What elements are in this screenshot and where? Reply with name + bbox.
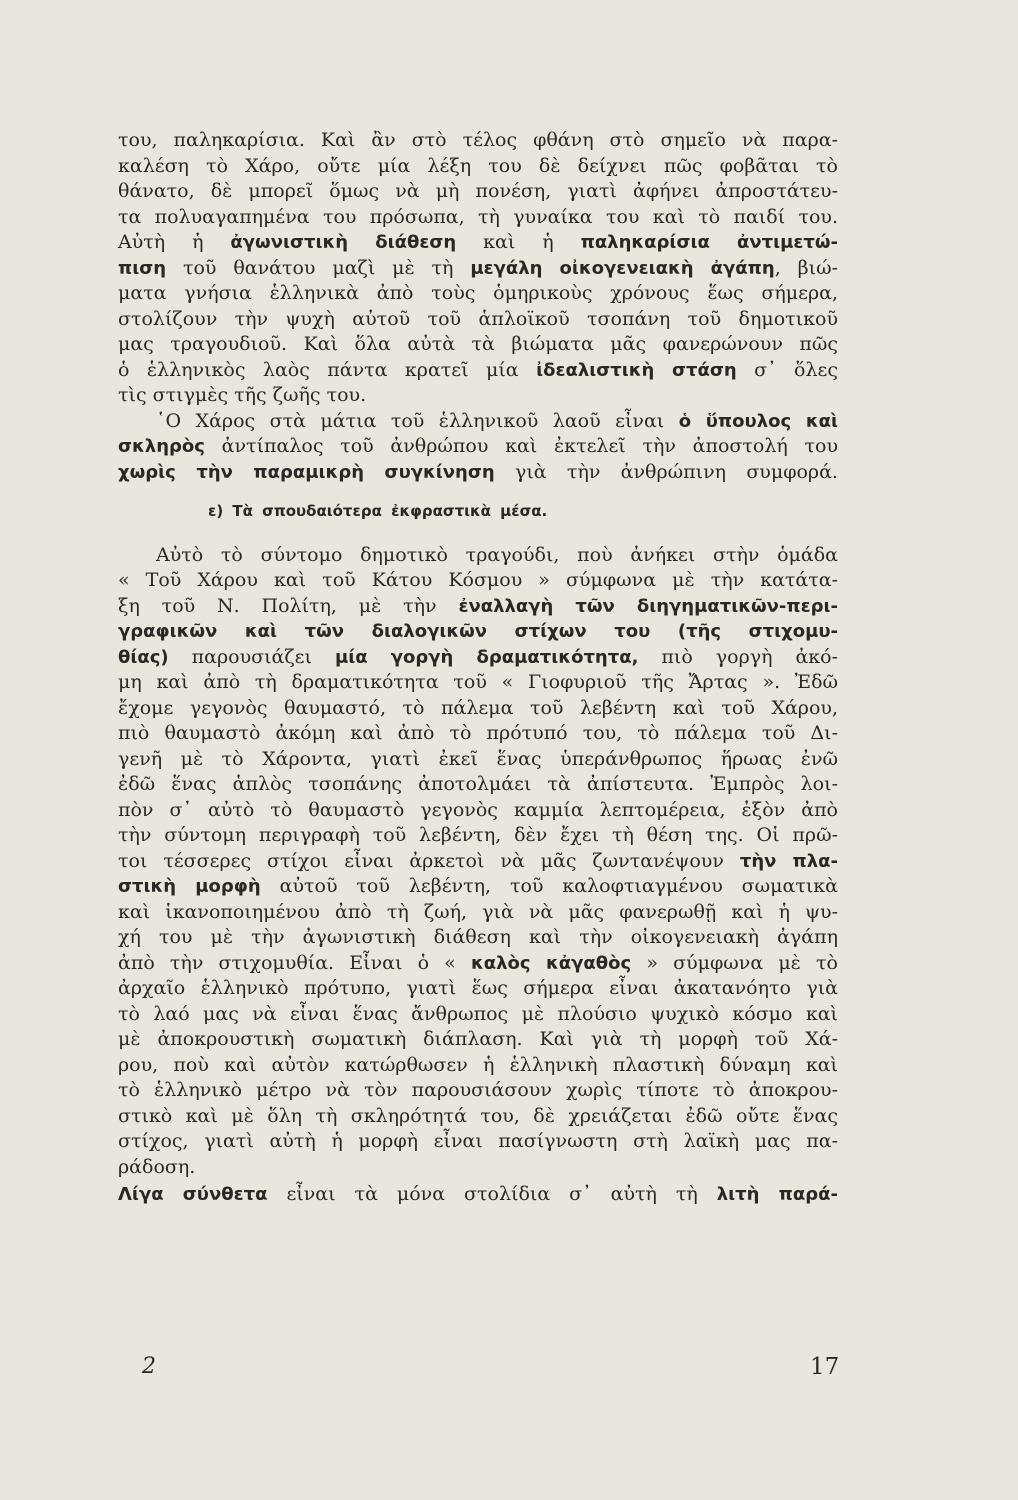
text-line: ράδοση. xyxy=(118,1155,196,1178)
text-line: πὸν σ᾽ αὐτὸ τὸ θαυμαστὸ γεγονὸς καμμία λεπτομέρεια, ἐξὸν ἀπὸ xyxy=(118,798,838,821)
text-line: χή του μὲ τὴν ἀγωνιστικὴ διάθεση καὶ τὴν οἰκογενειακὴ ἀγάπη xyxy=(118,926,838,948)
text-line: ρου, ποὺ καὶ αὐτὸν κατώρθωσεν ἡ ἑλληνικὴ πλαστικὴ δύναμη καὶ xyxy=(118,1053,838,1076)
text-line: ἐδῶ ἕνας ἁπλὸς τσοπάνης ἀποτολμάει τὰ ἀπίστευτα. Ἐμπρὸς λοι- xyxy=(118,773,838,795)
text-line: Αὐτὸ τὸ σύντομο δημοτικὸ τραγούδι, ποὺ ἀνήκει στὴν ὁμάδα xyxy=(156,543,838,566)
signature-mark: 2 xyxy=(142,1354,156,1379)
text-line: τὸ ἑλληνικὸ μέτρο νὰ τὸν παρουσιάσουν χωρὶς τίποτε τὸ ἀποκρου- xyxy=(118,1079,838,1101)
text-line: γενῆ μὲ τὸ Χάροντα, γιατὶ ἐκεῖ ἕνας ὑπεράνθρωπος ἥρωας ἐνῶ xyxy=(118,747,838,770)
text-line: « Τοῦ Χάρου καὶ τοῦ Κάτου Κόσμου » σύμφωνα μὲ τὴν κατάτα- xyxy=(118,569,838,591)
text-line: ἀπὸ τὴν στιχομυθία. Εἶναι ὁ « καλὸς κἀγαθὸς » σύμφωνα μὲ τὸ xyxy=(118,951,838,974)
text-line: καλέση τὸ Χάρο, οὔτε μία λέξη του δὲ δείχνει πῶς φοβᾶται τὸ xyxy=(118,154,838,177)
text-line: ἀρχαῖο ἑλληνικὸ πρότυπο, γιατὶ ἕως σήμερα εἶναι ἀκατανόητο γιὰ xyxy=(118,977,838,999)
text-line: τα πολυαγαπημένα του πρόσωπα, τὴ γυναίκα του καὶ τὸ παιδί του. xyxy=(118,205,838,228)
text-line: ὁ ἑλληνικὸς λαὸς πάντα κρατεῖ μία ἰδεαλιστικὴ στάση σ᾽ ὅλες xyxy=(118,358,838,381)
text-line: ῾Ο Χάρος στὰ μάτια τοῦ ἑλληνικοῦ λαοῦ εἶναι ὁ ὕπουλος καὶ xyxy=(156,409,838,432)
text-line: Αὐτὴ ἡ ἀγωνιστικὴ διάθεση καὶ ἡ παληκαρίσια ἀντιμετώ- xyxy=(118,231,838,253)
text-line: στικὴ μορφὴ αὐτοῦ τοῦ λεβέντη, τοῦ καλοφτιαγμένου σωματικὰ xyxy=(118,875,838,897)
text-line: θίας) παρουσιάζει μία γοργὴ δραματικότητα, πιὸ γοργὴ ἀκό- xyxy=(118,645,839,668)
text-line: τὴν σύντομη περιγραφὴ τοῦ λεβέντη, δὲν ἔχει τὴ θέση της. Οἱ πρῶ- xyxy=(118,824,838,846)
text-line: τὸ λαό μας νὰ εἶναι ἕνας ἄνθρωπος μὲ πλούσιο ψυχικὸ κόσμο καὶ xyxy=(118,1002,838,1025)
text-line: ἔχομε γεγονὸς θαυμαστό, τὸ πάλεμα τοῦ λεβέντη καὶ τοῦ Χάρου, xyxy=(118,696,838,719)
text-line: τοι τέσσερες στίχοι εἶναι ἀρκετοὶ νὰ μᾶς ζωντανέψουν τὴν πλα- xyxy=(118,849,838,872)
text-line: στίχος, γιατὶ αὐτὴ ἡ μορφὴ εἶναι πασίγνωστη στὴ λαϊκὴ μας πα- xyxy=(118,1130,838,1152)
text-line: χωρὶς τὴν παραμικρὴ συγκίνηση γιὰ τὴν ἀνθρώπινη συμφορά. xyxy=(118,460,838,483)
text-line: καὶ ἱκανοποιημένου ἀπὸ τὴ ζωή, γιὰ νὰ μᾶς φανερωθῇ καὶ ἡ ψυ- xyxy=(118,900,838,923)
text-line: μας τραγουδιοῦ. Καὶ ὅλα αὐτὰ τὰ βιώματα μᾶς φανερώνουν πῶς xyxy=(118,333,838,355)
section-heading: ε) Τὰ σπουδαιότερα ἐκφραστικὰ μέσα. xyxy=(208,502,548,520)
body-text xyxy=(118,128,838,1208)
text-line: στολίζουν τὴν ψυχὴ αὐτοῦ τοῦ ἁπλοϊκοῦ τσοπάνη τοῦ δημοτικοῦ xyxy=(118,307,838,330)
text-line: τὶς στιγμὲς τῆς ζωῆς του. xyxy=(118,384,367,406)
text-line: στικὸ καὶ μὲ ὅλη τὴ σκληρότητά του, δὲ χρειάζεται ἐδῶ οὔτε ἕνας xyxy=(118,1104,838,1127)
text-line: θάνατο, δὲ μπορεῖ ὅμως νὰ μὴ πονέση, γιατὶ ἀφήνει ἀπροστάτευ- xyxy=(118,180,838,202)
text-line: Λίγα σύνθετα εἶναι τὰ μόνα στολίδια σ᾽ αὐτὴ τὴ λιτὴ παρά- xyxy=(118,1183,838,1205)
text-line: πιὸ θαυμαστὸ ἀκόμη καὶ ἀπὸ τὸ πρότυπό του, τὸ πάλεμα τοῦ Δι- xyxy=(118,722,838,744)
text-line: ματα γνήσια ἑλληνικὰ ἀπὸ τοὺς ὁμηρικοὺς χρόνους ἕως σήμερα, xyxy=(118,282,838,304)
text-line: πιση τοῦ θανάτου μαζὶ μὲ τὴ μεγάλη οἰκογενειακὴ ἀγάπη, βιώ- xyxy=(118,256,838,279)
text-line: του, παληκαρίσια. Καὶ ἂν στὸ τέλος φθάνη στὸ σημεῖο νὰ παρα- xyxy=(118,129,838,151)
text-line: γραφικῶν καὶ τῶν διαλογικῶν στίχων του (τῆς στιχομυ- xyxy=(118,621,838,642)
page-number: 17 xyxy=(810,1354,840,1380)
text-line: σκληρὸς ἀντίπαλος τοῦ ἀνθρώπου καὶ ἐκτελεῖ τὴν ἀποστολή του xyxy=(118,435,838,457)
text-line: μὲ ἀποκρουστικὴ σωματικὴ διάπλαση. Καὶ γιὰ τὴ μορφὴ τοῦ Χά- xyxy=(118,1028,838,1050)
text-line: μη καὶ ἀπὸ τὴ δραματικότητα τοῦ « Γιοφυριοῦ τῆς Ἄρτας ». Ἐδῶ xyxy=(118,671,838,693)
text-line: ξη τοῦ Ν. Πολίτη, μὲ τὴν ἐναλλαγὴ τῶν διηγηματικῶν-περι- xyxy=(118,594,839,617)
